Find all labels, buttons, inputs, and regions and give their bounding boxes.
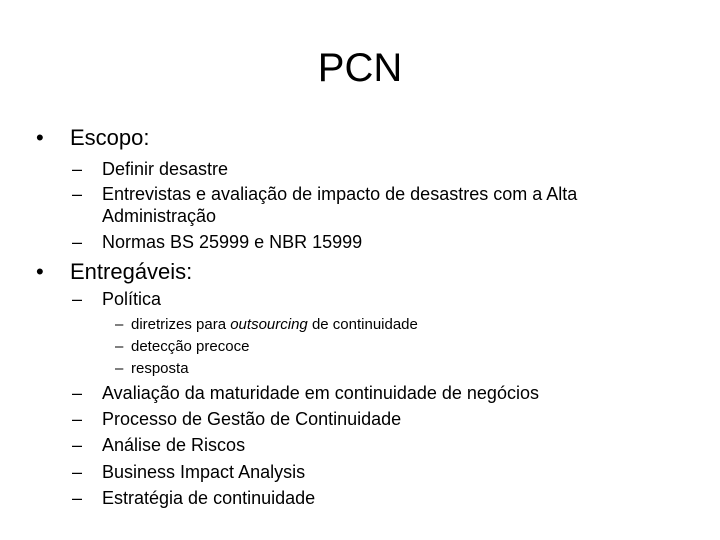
dash-icon: – (72, 232, 83, 252)
dash-icon: – (72, 488, 83, 508)
dash-icon: – (72, 383, 83, 403)
list-item-text: Processo de Gestão de Continuidade (102, 409, 402, 429)
bullet-icon: • (36, 125, 44, 150)
list-item-text: Definir desastre (102, 159, 229, 179)
dash-icon: – (115, 338, 124, 355)
list-item-text: Política (102, 289, 162, 309)
dash-icon: – (115, 360, 124, 377)
emphasis-text: outsourcing (230, 316, 308, 333)
dash-icon: – (72, 159, 83, 179)
list-item-text: Business Impact Analysis (102, 462, 306, 482)
sub-list-item-text: detecção precoce (131, 338, 250, 355)
dash-icon: – (115, 316, 124, 333)
list-item-text: Entrevistas e avaliação de impacto de desastres com a Alta (102, 184, 578, 204)
dash-icon: – (72, 435, 83, 455)
dash-icon: – (72, 462, 83, 482)
dash-icon: – (72, 409, 83, 429)
list-item-text: Administração (102, 206, 217, 226)
section-label: Entregáveis: (70, 259, 193, 284)
sub-list-item-text: diretrizes para outsourcing de continuidade (131, 316, 418, 333)
list-item-text: Estratégia de continuidade (102, 488, 316, 508)
dash-icon: – (72, 184, 83, 204)
dash-icon: – (72, 289, 83, 309)
section-label: Escopo: (70, 125, 150, 150)
list-item-text: Avaliação da maturidade em continuidade de negócios (102, 383, 539, 403)
list-item-text: Análise de Riscos (102, 435, 246, 455)
bullet-icon: • (36, 259, 44, 284)
list-item-text: Normas BS 25999 e NBR 15999 (102, 232, 363, 252)
sub-list-item-text: resposta (131, 360, 189, 377)
slide-title: PCN (317, 46, 403, 90)
